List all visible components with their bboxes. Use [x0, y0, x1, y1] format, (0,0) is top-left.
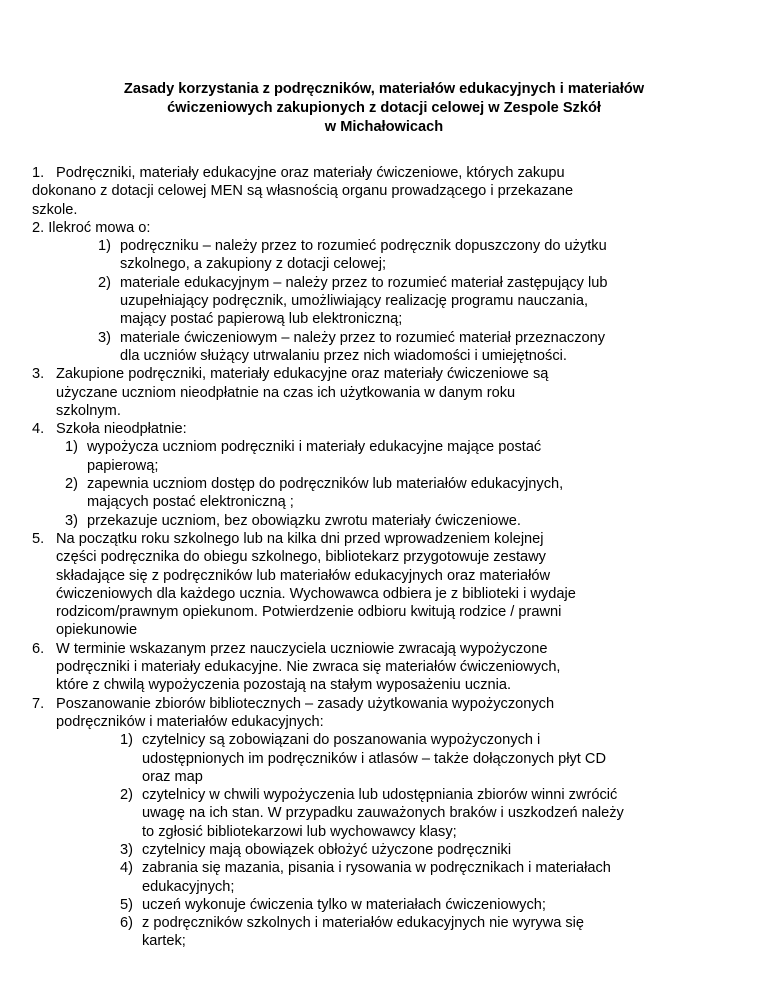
item-text-continuation: uwagę na ich stan. W przypadku zauważonych braków i uszkodzeń należy [142, 805, 624, 822]
paragraph-7-line: podręczników i materiałów edukacyjnych: [56, 713, 324, 730]
paragraph-5-line: rodzicom/prawnym opiekunom. Potwierdzenie odbioru kwitują rodzice / prawni [56, 604, 562, 621]
list-item [32, 841, 732, 859]
item-text-continuation: papierową; [87, 457, 159, 474]
list-item [32, 896, 732, 914]
paragraph-number: 1. [32, 165, 45, 181]
paragraph-5-line: części podręcznika do obiegu szkolnego, bibliotekarz przygotowuje zestawy [56, 549, 546, 566]
item-text: zapewnia uczniom dostęp do podręczników lub materiałów edukacyjnych, [87, 476, 564, 493]
item-text: przekazuje uczniom, bez obowiązku zwrotu materiały ćwiczeniowe. [87, 512, 521, 529]
item-text: wypożycza uczniom podręczniki i materiały edukacyjne mające postać [87, 439, 542, 456]
item-text: materiale edukacyjnym – należy przez to rozumieć materiał zastępujący lub [120, 274, 608, 291]
item-text-continuation: kartek; [142, 933, 186, 950]
list-item [32, 731, 732, 749]
paragraph-3-line: użyczane uczniom nieodpłatnie na czas ich użytkowania w danym roku [56, 384, 516, 401]
item-number: 3) [98, 329, 111, 346]
paragraph-number: 5. [32, 530, 45, 547]
paragraph-2-heading: 2. Ilekroć mowa o: [32, 219, 151, 236]
item-number: 1) [65, 439, 78, 456]
paragraph-1-line: dokonano z dotacji celowej MEN są własnością organu prowadzącego i przekazane [32, 183, 574, 200]
paragraph-text: Poszanowanie zbiorów bibliotecznych – zasady użytkowania wypożyczonych [56, 695, 555, 712]
paragraph-3-line: szkolnym. [56, 402, 121, 419]
item-number: 6) [120, 915, 133, 932]
title-line-1: Zasady korzystania z podręczników, materiałów edukacyjnych i materiałów [123, 81, 645, 97]
item-text: podręczniku – należy przez to rozumieć podręcznik dopuszczony do użytku [120, 238, 607, 255]
list-item [32, 274, 732, 292]
item-text-continuation: mający postać papierową lub elektroniczną; [120, 311, 403, 328]
paragraph-1-line [32, 164, 732, 182]
list-item [32, 914, 732, 932]
list-item [32, 237, 732, 255]
item-text-continuation: szkolnego, a zakupiony z dotacji celowej; [120, 256, 387, 273]
item-text: materiale ćwiczeniowym – należy przez to rozumieć materiał przeznaczony [120, 329, 606, 346]
item-text-continuation: dla uczniów służący utrwalaniu przez nich wiadomości i umiejętności. [120, 347, 567, 364]
item-number: 3) [120, 841, 133, 858]
item-text: czytelnicy w chwili wypożyczenia lub udostępniania zbiorów winni zwrócić [142, 787, 618, 804]
item-number: 4) [120, 860, 133, 877]
item-text: czytelnicy są zobowiązani do poszanowania wypożyczonych i [142, 732, 541, 749]
paragraph-3-line [32, 365, 732, 383]
item-text: zabrania się mazania, pisania i rysowania w podręcznikach i materiałach [142, 860, 611, 877]
paragraph-text: Zakupione podręczniki, materiały edukacyjne oraz materiały ćwiczeniowe są [56, 366, 549, 383]
list-item [32, 786, 732, 804]
list-item [32, 859, 732, 877]
item-number: 2) [120, 787, 133, 804]
item-text: czytelnicy mają obowiązek obłożyć użyczone podręczniki [142, 841, 512, 858]
title-line-2: ćwiczeniowych zakupionych z dotacji celowej w Zespole Szkół [167, 100, 601, 116]
paragraph-text: Szkoła nieodpłatnie: [56, 421, 187, 438]
paragraph-number: 6. [32, 640, 45, 657]
paragraph-5-line: ćwiczeniowych dla każdego ucznia. Wychowawca odbiera je z biblioteki i wydaje [56, 585, 576, 602]
item-number: 3) [65, 512, 78, 529]
paragraph-6-line: podręczniki i materiały edukacyjne. Nie zwraca się materiałów ćwiczeniowych, [56, 659, 561, 676]
paragraph-6-line [32, 640, 732, 658]
paragraph-number: 4. [32, 421, 45, 438]
title-line-3: w Michałowicach [324, 119, 444, 135]
paragraph-7-line [32, 695, 732, 713]
list-item [32, 512, 732, 530]
paragraph-text: Podręczniki, materiały edukacyjne oraz materiały ćwiczeniowe, których zakupu [56, 165, 565, 181]
paragraph-4-heading [32, 420, 732, 438]
item-text-continuation: oraz map [142, 768, 203, 785]
paragraph-5-line [32, 530, 732, 548]
paragraph-text: W terminie wskazanym przez nauczyciela uczniowie zwracają wypożyczone [56, 640, 548, 657]
item-text-continuation: mających postać elektroniczną ; [87, 494, 294, 511]
item-number: 2) [98, 274, 111, 291]
item-number: 5) [120, 896, 133, 913]
document-title [60, 80, 708, 137]
paragraph-number: 7. [32, 695, 45, 712]
item-text-continuation: edukacyjnych; [142, 878, 235, 895]
paragraph-6-line: które z chwilą wypożyczenia pozostają na stałym wyposażeniu ucznia. [56, 677, 512, 694]
paragraph-1-line: szkole. [32, 201, 78, 218]
document-body [32, 164, 732, 951]
item-text-continuation: to zgłosić bibliotekarzowi lub wychowawcy klasy; [142, 823, 457, 840]
list-item [32, 438, 732, 456]
paragraph-number: 3. [32, 366, 45, 383]
item-number: 1) [120, 732, 133, 749]
item-text-continuation: udostępnionych im podręczników i atlasów – także dołączonych płyt CD [142, 750, 606, 767]
list-item [32, 475, 732, 493]
list-item [32, 329, 732, 347]
item-number: 1) [98, 238, 111, 255]
item-text-continuation: uzupełniający podręcznik, umożliwiający realizację programu nauczania, [120, 293, 589, 310]
item-number: 2) [65, 476, 78, 493]
item-text: uczeń wykonuje ćwiczenia tylko w materiałach ćwiczeniowych; [142, 896, 546, 913]
item-text: z podręczników szkolnych i materiałów edukacyjnych nie wyrywa się [142, 915, 585, 932]
paragraph-text: Na początku roku szkolnego lub na kilka dni przed wprowadzeniem kolejnej [56, 530, 544, 547]
paragraph-5-line: opiekunowie [56, 622, 138, 639]
paragraph-5-line: składające się z podręczników lub materiałów edukacyjnych oraz materiałów [56, 567, 550, 584]
